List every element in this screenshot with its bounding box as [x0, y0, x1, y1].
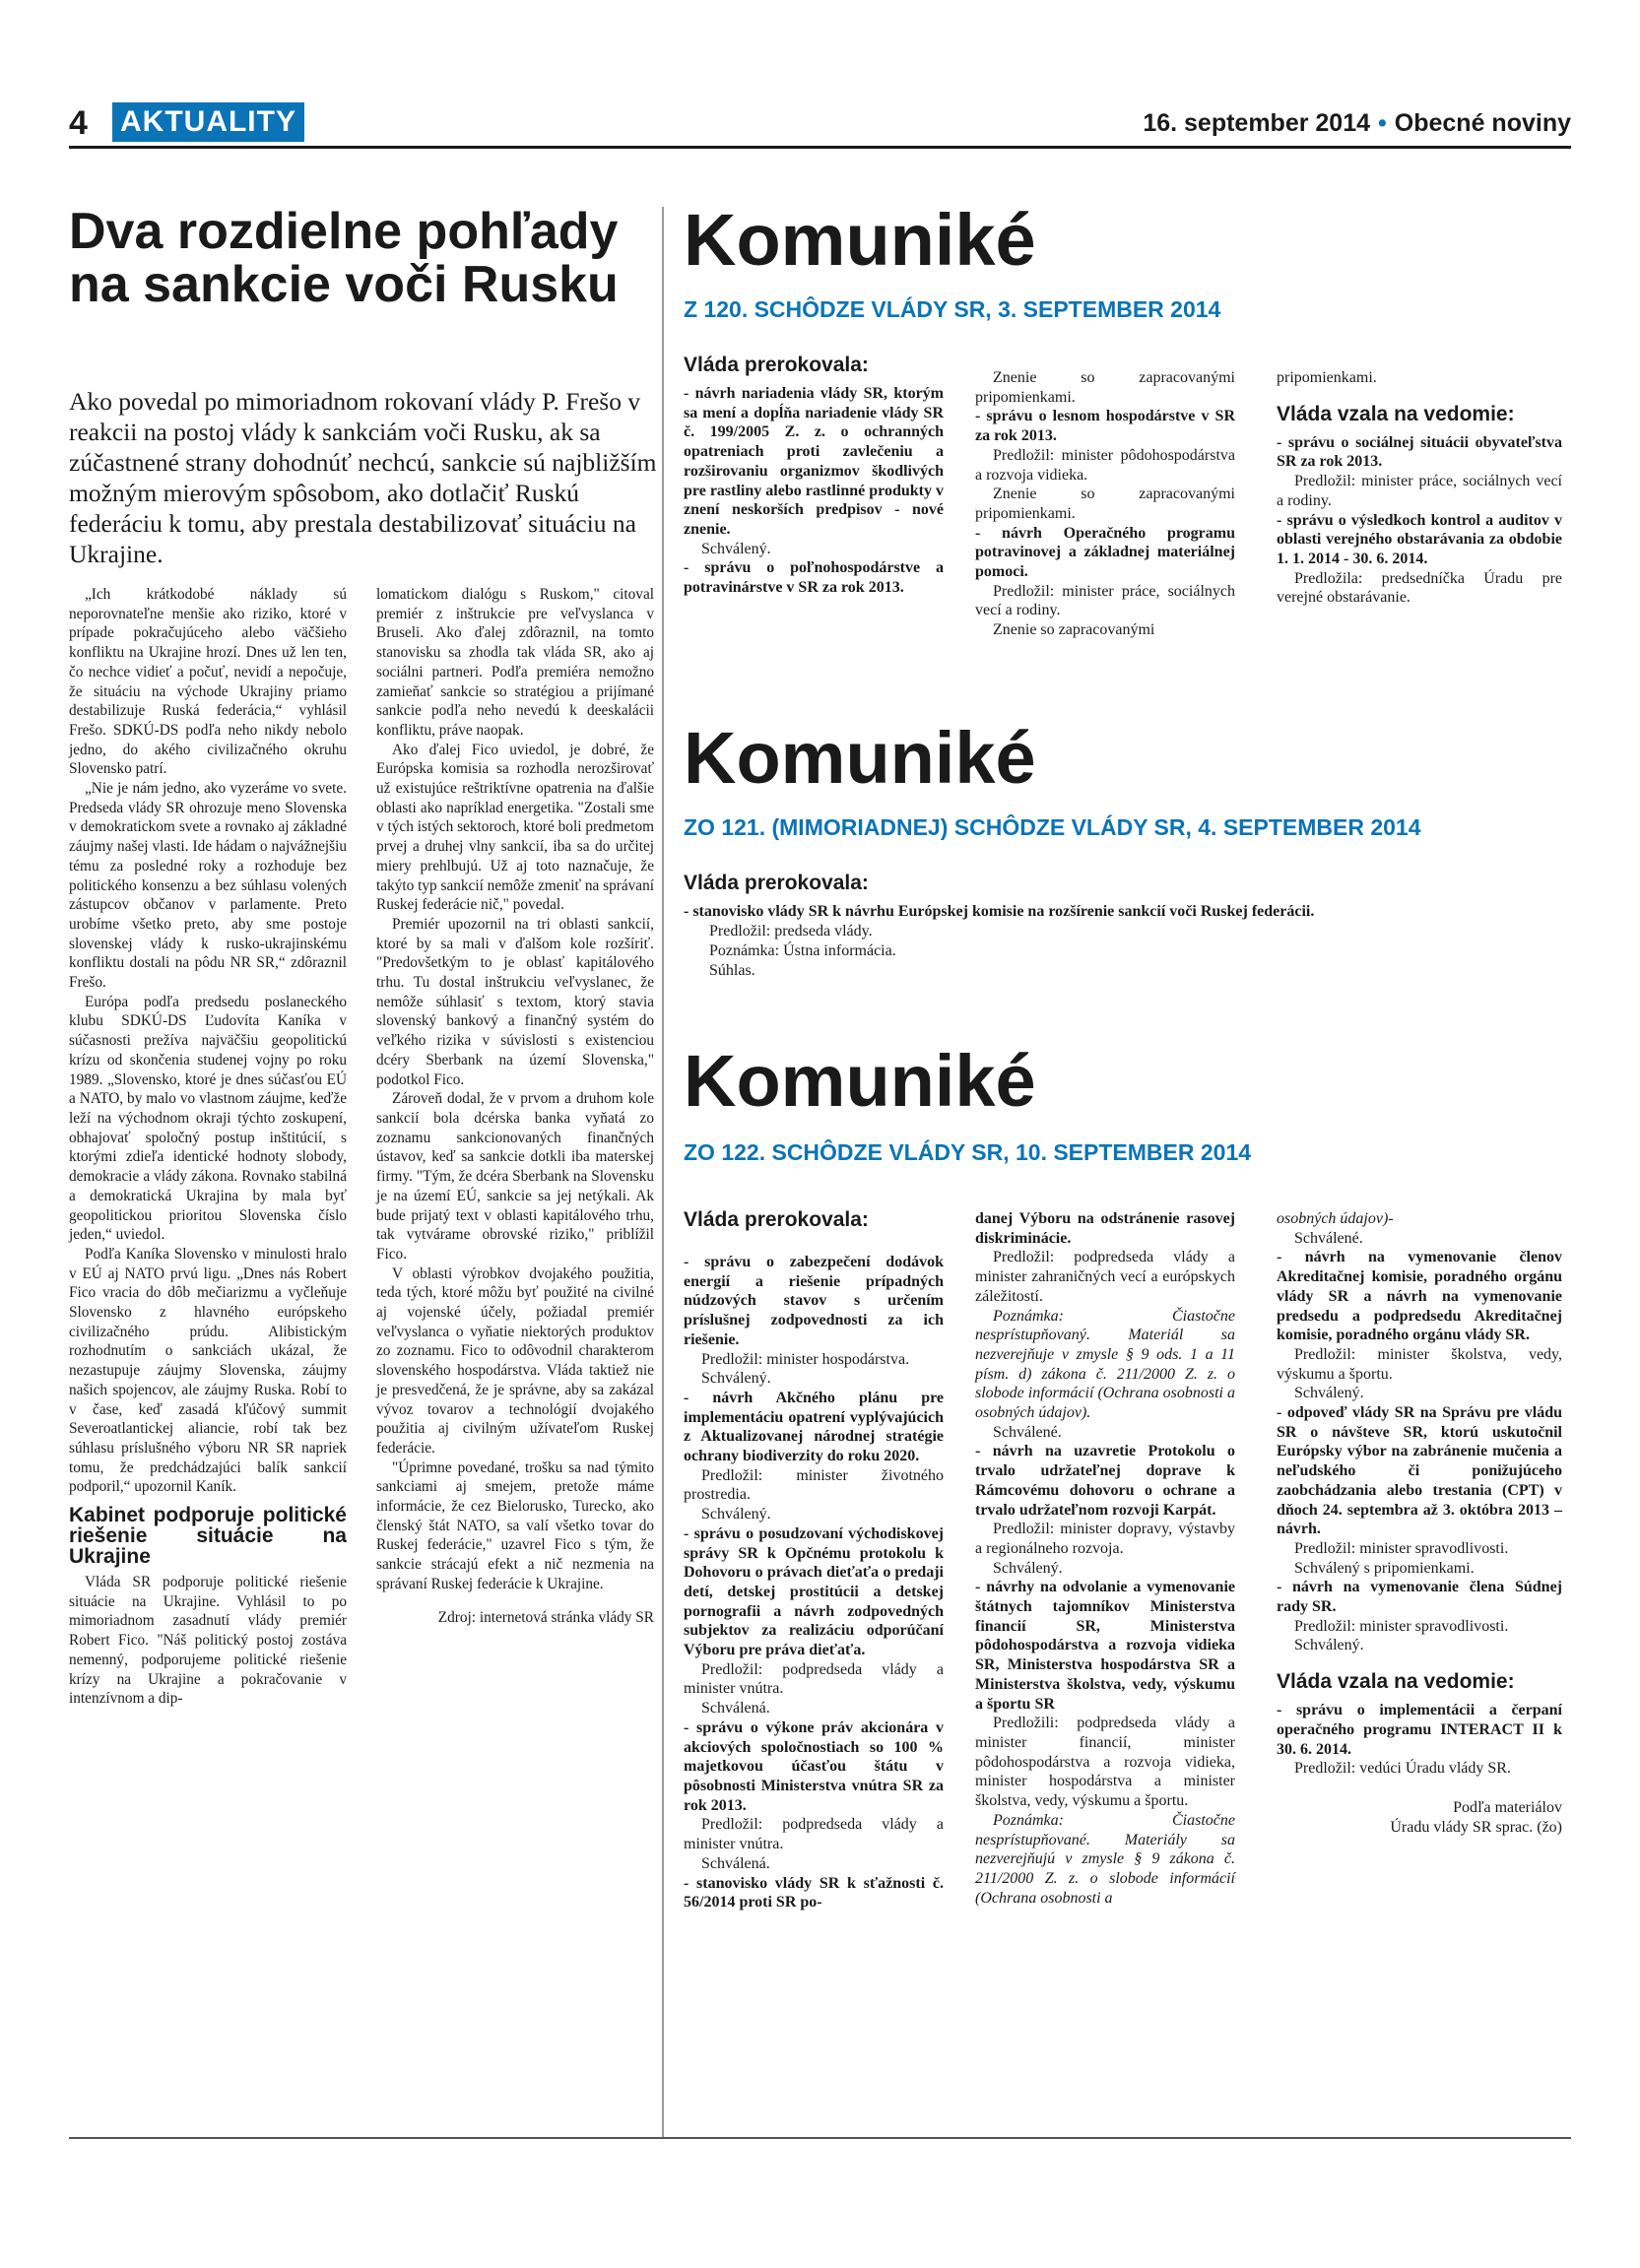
agenda-note: Schválené.	[1294, 1229, 1363, 1247]
communique-source: Úradu vlády SR sprac. (žo)	[1390, 1818, 1562, 1836]
agenda-note: Znenie so zapracovanými pripomienkami.	[975, 369, 1235, 406]
article-paragraph: lomatickom dialógu s Ruskom," citoval premiér z inštrukcie pre veľvyslanca v Bruseli. Ako ďalej zdôraznil, na tomto stanovisku sa zhodla tak vláda SR, ako aj sociálni partneri. Podľa premiéra nemožno zamieňať sankcie so stratégiou a prijímané sankcie podľa neho nevedú k deeskalácii konfliktu, práve naopak.	[376, 586, 654, 739]
agenda-note: Predložil: minister spravodlivosti.	[1294, 1539, 1509, 1557]
c122-col3-list	[1277, 1209, 1562, 1837]
agenda-note: Predložil: podpredseda vlády a minister zahraničných vecí a európskych záležitostí.	[975, 1249, 1235, 1305]
agenda-note: Schválené.	[993, 1423, 1062, 1441]
agenda-note: Predložil: minister školstva, vedy, výskumu a športu.	[1277, 1345, 1562, 1383]
communique-120-column-3	[1277, 368, 1562, 608]
publication-name: Obecné noviny	[1394, 109, 1571, 137]
agenda-note: Poznámka: Ústna informácia.	[709, 942, 896, 959]
c120-col2-list	[975, 368, 1235, 640]
communique-121-body	[684, 871, 1570, 981]
c120-col1-list	[684, 384, 944, 598]
agenda-item: - návrh Operačného programu potravinovej a základnej materiálnej pomoci.	[975, 524, 1235, 581]
agenda-note: Predložil: minister životného prostredia.	[684, 1466, 944, 1504]
article-paragraph: „Nie je nám jedno, ako vyzeráme vo svete. Predseda vlády SR ohrozuje meno Slovenska v demokratickom svete a rovnako aj základné záujmy našej vlasti. Ide hádam o najvážnejšiu tému za posledné roky a rozhoduje bez politického konsenzu a bez súhlasu volených zástupcov občanov v parlamente. Preto urobíme všetko preto, aby sme postoje slovenskej vlády k rusko-ukrajinskému konfliktu dostali na pôdu NR SR,“ zdôraznil Frešo.	[69, 780, 347, 992]
article-paragraph: Premiér upozornil na tri oblasti sankcií, ktoré by sa mali v ďalšom kole rozšíriť. "Predovšetkým to je oblasť kapitálového trhu. Tu dostal inštrukciu veľvyslanec, že nemôže súhlasiť s textom, ktorý stavia slovenský bankový a finančný systém do veľkého rizika v súvislosti s existenciou dcéry Sberbank na území Slovenska," podotkol Fico.	[376, 915, 654, 1088]
communique-subtitle: Z 120. SCHÔDZE VLÁDY SR, 3. SEPTEMBER 2014	[684, 296, 1221, 322]
agenda-note: Predložil: podpredseda vlády a minister vnútra.	[684, 1660, 944, 1698]
article-column-1	[69, 585, 347, 1709]
communique-subtitle: ZO 121. (MIMORIADNEJ) SCHÔDZE VLÁDY SR, 4. SEPTEMBER 2014	[684, 814, 1421, 840]
agenda-note: Schválený.	[1294, 1637, 1364, 1654]
spacer	[1277, 1779, 1562, 1798]
article-source: Zdroj: internetová stránka vlády SR	[437, 1608, 654, 1626]
agenda-note: Schválený.	[1294, 1385, 1364, 1402]
agenda-item: - odpoveď vlády SR na Správu pre vládu SR o návšteve SR, ktorú uskutočnil Európsky výbor na zabránenie mučenia a neľudského či ponižujúceho zaobchádzania alebo trestania (CPT) v dňoch 24. septembra až 3. októbra 2013 – návrh.	[1277, 1404, 1562, 1538]
agenda-item: - návrhy na odvolanie a vymenovanie štátnych tajomníkov Ministerstva financií SR, Ministerstva pôdohospodárstva a rozvoja vidieka SR, Ministerstva hospodárstva SR a Ministerstva školstva, vedy, výskumu a športu SR	[975, 1579, 1235, 1713]
article-paragraph: Podľa Kaníka Slovensko v minulosti hralo v EÚ aj NATO prvú ligu. „Dnes nás Robert Fico vracia do dôb mečiarizmu a vyčleňuje Slovensko z hlavného európskeho civilizačného prúdu. Alibistickým rozhodnutím o sankciách ukázal, že nezastupuje záujmy Slovenska, záujmy našich spojencov, ale záujmy Ruska. Robí to v čase, keď zasadá kľúčový summit Severoatlantickej aliancie, robí tak bez súhlasu príslušného výboru NR SR napriek tomu, že predchádzajúci balík sankcií podporil,“ upozornil Kaník.	[69, 1245, 347, 1496]
agenda-item: - správu o lesnom hospodárstve v SR za rok 2013.	[975, 408, 1235, 445]
agenda-item: - návrh na uzavretie Protokolu o trvalo udržateľnej doprave k Rámcovému dohovoru o ochrane a trvalo udržateľnom rozvoji Karpát.	[975, 1443, 1235, 1519]
dateline	[1143, 102, 1571, 144]
agenda-item: - správu o poľnohospodárstve a potravinárstve v SR za rok 2013.	[684, 559, 944, 597]
article-paragraph: "Úprimne povedané, trošku sa nad týmito sankciami aj smejem, pretože máme informácie, že cez Bielorusko, Turecko, ako členský štát NATO, sa valí všetko tovar do Ruskej federácie," uzavrel Fico s tým, že sankcie strácajú efekt a nič nezmenia na správaní Ruskej federácie k Ukrajine.	[376, 1458, 654, 1592]
column-divider	[662, 207, 664, 2137]
section-label-noted: Vláda vzala na vedomie:	[1277, 1670, 1515, 1694]
agenda-note: Predložil: minister dopravy, výstavby a regionálneho rozvoja.	[975, 1521, 1235, 1557]
section-label-discussed: Vláda prerokovala:	[684, 354, 869, 376]
agenda-item: - správu o posudzovaní východiskovej správy SR k Opčnému protokolu k Dohovoru o právach dieťaťa o predaji detí, detskej prostitúcii a detskej pornografii a návrh zodpovedných subjektov za realizáciu odporúčaní Výboru pre práva dieťaťa.	[684, 1524, 944, 1659]
agenda-note: Predložil: podpredseda vlády a minister vnútra.	[684, 1816, 944, 1853]
agenda-note: Súhlas.	[709, 962, 755, 979]
agenda-item: danej Výboru na odstránenie rasovej diskriminácie.	[975, 1210, 1235, 1247]
agenda-note: Predložil: minister práce, sociálnych vecí a rodiny.	[975, 582, 1235, 619]
communique-title: Komuniké	[684, 199, 1036, 281]
agenda-note: Schválená.	[701, 1700, 770, 1717]
c121-list	[684, 902, 1570, 981]
communique-title: Komuniké	[684, 1040, 1036, 1122]
agenda-note: Schválená.	[701, 1854, 770, 1872]
agenda-note: Schválený s pripomienkami.	[1294, 1559, 1475, 1577]
issue-date: 16. september 2014	[1143, 109, 1371, 137]
section-label: AKTUALITY	[112, 102, 304, 142]
article-paragraph: „Ich krátkodobé náklady sú neporovnateľne menšie ako riziko, ktoré v prípade pokračujúceho alebo väčšieho konfliktu na Ukrajine hrozí. Dnes už len ten, čo nechce vidieť a počuť, nevidí a nepočuje, že situáciu na východe Ukrajiny priamo destabilizuje Ruská federácia,“ vyhlásil Frešo. SDKÚ-DS podľa neho nikdy nebolo jedno, do akého civilizačného okruhu Slovensko patrí.	[69, 586, 347, 778]
agenda-note: Schválený.	[701, 540, 771, 557]
article-paragraph: Vláda SR podporuje politické riešenie situácie na Ukrajine. Vyhlásil to po mimoriadnom zasadnutí vlády premiér Robert Fico. "Náš politický postoj zostáva nemenný, podporujeme politické riešenie krízy na Ukrajine a pokračovanie v intenzívnom a dip-	[69, 1574, 347, 1708]
article-paragraph: Európa podľa predsedu poslaneckého klubu SDKÚ-DS Ľudovíta Kaníka v súčasnosti prežíva najväčšiu geopolitickú krízu od skončenia studenej vojny po roku 1989. „Slovensko, ktoré je dnes súčasťou EÚ a NATO, by malo vo vlastnom záujme, keďže leží na východnom okraji týchto zoskupení, obhajovať spoločný postup inštitúcií, s ktorými zdieľa identické hodnoty slobody, demokracie a vlády zákona. Rovnako stabilná a demokratická Ukrajina by mala byť geopolitickou prioritou Slovenska číslo jeden,“ uviedol.	[69, 993, 347, 1244]
agenda-note: Predložil: minister hospodárstva.	[701, 1350, 910, 1368]
communique-122-column-3	[1277, 1209, 1562, 1837]
agenda-note: Znenie so zapracovanými pripomienkami.	[975, 486, 1235, 522]
section-label-discussed: Vláda prerokovala:	[684, 872, 869, 894]
communique-122-column-1	[684, 1207, 944, 1912]
c120-col3-list	[1277, 368, 1562, 608]
article-subhead: Kabinet podporuje politické riešenie situácie na Ukrajine	[69, 1504, 347, 1569]
communique-subtitle: ZO 122. SCHÔDZE VLÁDY SR, 10. SEPTEMBER 2014	[684, 1139, 1252, 1165]
agenda-remark: Poznámka: Čiastočne nesprístupňovaný. Materiál sa nezverejňuje v zmysle § 9 ods. 1 a 11 písm. d) zákona č. 211/2000 Z. z. o slobode informácií (Ochrana osobnosti a osobných údajov).	[975, 1307, 1235, 1422]
agenda-item: - návrh Akčného plánu pre implementáciu opatrení vyplývajúcich z Aktualizovanej národnej stratégie ochrany biodiverzity do roku 2020.	[684, 1389, 944, 1465]
agenda-item: - stanovisko vlády SR k návrhu Európskej komisie na rozšírenie sankcií voči Ruskej federácii.	[684, 903, 1315, 920]
section-label-noted: Vláda vzala na vedomie:	[1277, 402, 1515, 425]
communique-title: Komuniké	[684, 717, 1036, 799]
article-lead: Ako povedal po mimoriadnom rokovaní vlády P. Frešo v reakcii na postoj vlády k sankciám voči Rusku, ak sa zúčastnené strany dohodnúť nechcú, sankcie sú najbližším možným mierovým spôsobom, ako dotlačiť Ruskú federáciu k tomu, aby prestala destabilizovať situáciu na Ukrajine.	[69, 387, 657, 568]
agenda-note: Predložil: predseda vlády.	[709, 923, 873, 940]
agenda-item: - správu o zabezpečení dodávok energií a riešenie prípadných núdzových stavov s určením príslušnej zodpovednosti za ich riešenie.	[684, 1254, 944, 1348]
c122-col1-list	[684, 1253, 944, 1912]
communique-source: Podľa materiálov	[1453, 1798, 1562, 1816]
agenda-item: - správu o implementácii a čerpaní operačného programu INTERACT II k 30. 6. 2014.	[1277, 1702, 1562, 1758]
agenda-note: Predložili: podpredseda vlády a minister financií, minister pôdohospodárstva a rozvoja vidieka, minister hospodárstva a minister školstva, vedy, výskumu a športu.	[975, 1715, 1235, 1810]
agenda-note: Predložil: minister práce, sociálnych vecí a rodiny.	[1277, 473, 1562, 509]
agenda-item: - správu o výkone práv akcionára v akciových spoločnostiach so 100 % majetkovou účasťou štátu v pôsobnosti Ministerstva vnútra SR za rok 2013.	[684, 1718, 944, 1814]
agenda-note: pripomienkami.	[1277, 369, 1377, 386]
agenda-item: - správu o výsledkoch kontrol a auditov v oblasti verejného obstarávania za obdobie 1. 1. 2014 - 30. 6. 2014.	[1277, 511, 1562, 567]
page-header	[69, 102, 1571, 144]
agenda-item: - návrh na vymenovanie členov Akreditačnej komisie, poradného orgánu vlády SR a návrh na vymenovanie predsedu a podpredsedu Akreditačnej komisie, poradného orgánu vlády SR.	[1277, 1249, 1562, 1344]
agenda-note: Predložila: predsedníčka Úradu pre verejné obstarávanie.	[1277, 569, 1562, 607]
c122-col2-list	[975, 1209, 1235, 1908]
agenda-note: Schválený.	[701, 1506, 771, 1523]
agenda-note: Predložil: minister pôdohospodárstva a rozvoja vidieka.	[975, 446, 1235, 484]
agenda-note: Schválený.	[701, 1370, 771, 1388]
header-rule	[69, 146, 1571, 149]
communique-122-column-2	[975, 1209, 1235, 1908]
communique-120-column-1	[684, 353, 944, 598]
communique-120-column-2	[975, 368, 1235, 640]
article-title: Dva rozdielne pohľady na sankcie voči Rusku	[69, 203, 619, 313]
footer-rule	[69, 2137, 1571, 2139]
agenda-note: Predložil: minister spravodlivosti.	[1294, 1617, 1509, 1635]
article-paragraph: Ako ďalej Fico uviedol, je dobré, že Európska komisia sa rozhodla nerozširovať už existujúce reštriktívne opatrenia na ďalšie oblasti ako napríklad energetika. "Zostali sme v tých istých sektoroch, ktoré boli predmetom prvej a druhej vlny sankcií, iba sa do určitej miery prehlbujú. Už aj toto naznačuje, že takýto typ sankcií nemôže zmeniť na správaní Ruskej federácie nič," povedal.	[376, 741, 654, 914]
article-paragraph: Zároveň dodal, že v prvom a druhom kole sankcií bola dcérska banka vyňatá zo zoznamu sankcionovaných finančných ústavov, keď sa sankcie dotkli iba materskej firmy. "Tým, že dcéra Sberbank na Slovensku je na území EÚ, sankcie sa jej netýkali. Ak bude prijatý text v oblasti kapitálového trhu, tak vytvárame obrovské riziko," priblížil Fico.	[376, 1090, 654, 1263]
agenda-remark: Poznámka: Čiastočne nesprístupňované. Materiály sa nezverejňujú v zmysle § 9 zákona č. 211/2000 Z. z. o slobode informácií (Ochrana osobnosti a	[975, 1811, 1235, 1907]
agenda-item: - správu o sociálnej situácii obyvateľstva SR za rok 2013.	[1277, 433, 1562, 471]
separator-dot: •	[1378, 109, 1387, 137]
agenda-note: Predložil: vedúci Úradu vlády SR.	[1294, 1760, 1511, 1778]
agenda-note: Schválený.	[993, 1559, 1063, 1577]
agenda-note: Znenie so zapracovanými	[993, 621, 1155, 639]
article-column-2	[376, 585, 654, 1627]
agenda-item: - návrh na vymenovanie člena Súdnej rady SR.	[1277, 1579, 1562, 1616]
section-label-discussed: Vláda prerokovala:	[684, 1208, 869, 1231]
agenda-remark: osobných údajov)-	[1277, 1210, 1394, 1227]
page-number: 4	[69, 104, 88, 142]
agenda-item: - stanovisko vlády SR k sťažnosti č. 56/2014 proti SR po-	[684, 1874, 944, 1912]
article-paragraph: V oblasti výrobkov dvojakého použitia, teda tých, ktoré môžu byť použité na civilné aj vojenské účely, požiadal premiér veľvyslanca o vyňatie niektorých produktov zo zoznamu. Fico to odôvodnil charakterom slovenského hospodárstva. Vláda taktiež nie je presvedčená, že je správne, aby sa zakázal vývoz tovarov a technológií dvojakého použitia aj civilným užívateľom Ruskej federácie.	[376, 1264, 654, 1457]
agenda-item: - návrh nariadenia vlády SR, ktorým sa mení a dopĺňa nariadenie vlády SR č. 199/2005 Z. z. o ochranných opatreniach proti zavlečeniu a rozširovaniu organizmov škodlivých pre rastliny alebo rastlinné produkty v znení neskorších predpisov - nové znenie.	[684, 385, 944, 538]
